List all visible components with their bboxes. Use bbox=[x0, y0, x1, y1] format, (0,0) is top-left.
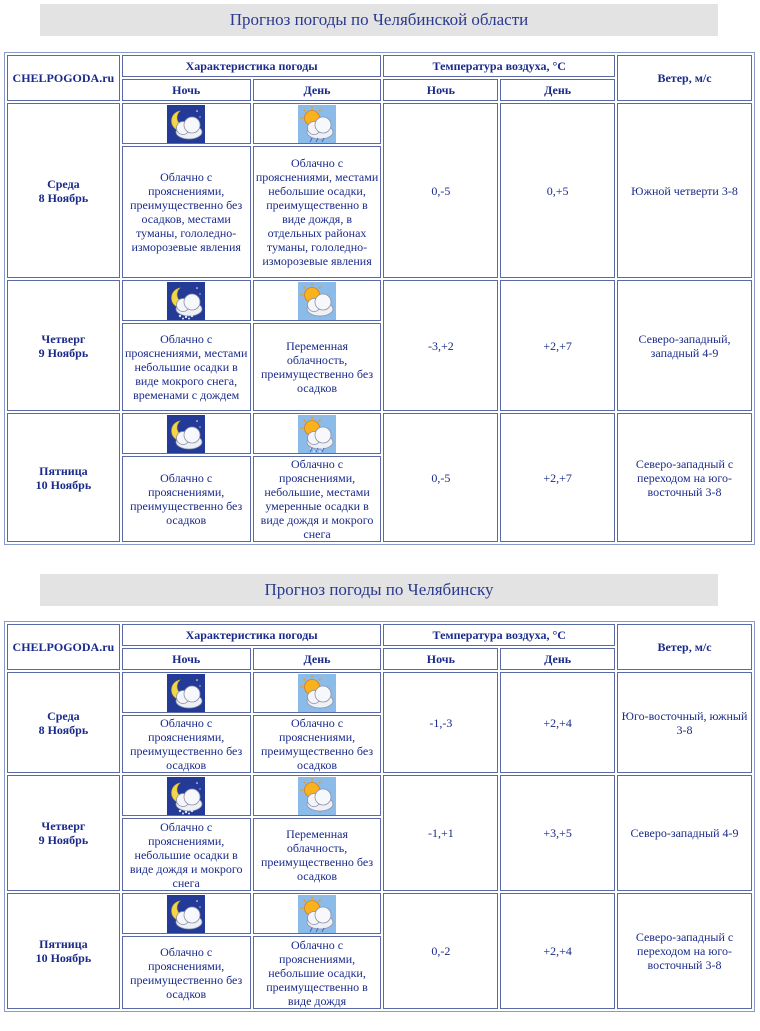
temp-day-value: 0,+5 bbox=[500, 103, 615, 278]
weather-header: Характеристика погоды bbox=[122, 624, 382, 646]
sun-cloud-snow-icon bbox=[298, 415, 336, 453]
brand-label: CHELPOGODA.ru bbox=[7, 55, 120, 101]
day-description: Переменная облачность, преимущественно без осадков bbox=[253, 818, 382, 891]
day-icon-cell bbox=[253, 672, 382, 713]
day-description: Облачно с прояснениями, небольшие, местами умеренные осадки в виде дождя и мокрого снега bbox=[253, 456, 382, 542]
date-label: 10 Ноябрь bbox=[35, 477, 92, 492]
temp-night-value: -3,+2 bbox=[383, 280, 498, 411]
night-description: Облачно с прояснениями, небольшие осадки в виде дождя и мокрого снега bbox=[122, 818, 251, 891]
night-description: Облачно с прояснениями, преимущественно без осадков bbox=[122, 936, 251, 1009]
night-icon-cell bbox=[122, 413, 251, 454]
moon-cloud-snow-icon bbox=[167, 777, 205, 815]
moon-cloud-icon bbox=[167, 674, 205, 712]
day-icon-cell bbox=[253, 893, 382, 934]
wind-value: Северо-западный 4-9 bbox=[617, 775, 752, 891]
weekday-label: Четверг bbox=[41, 331, 86, 346]
moon-cloud-snow-icon bbox=[167, 282, 205, 320]
table-row bbox=[7, 103, 752, 144]
temp-day-value: +3,+5 bbox=[500, 775, 615, 891]
brand-label: CHELPOGODA.ru bbox=[7, 624, 120, 670]
day-cell bbox=[7, 893, 120, 1009]
wind-value: Северо-западный, западный 4-9 bbox=[617, 280, 752, 411]
moon-cloud-icon bbox=[167, 895, 205, 933]
temp-day-value: +2,+4 bbox=[500, 893, 615, 1009]
date-label: 9 Ноябрь bbox=[38, 345, 89, 360]
city-forecast-table bbox=[4, 621, 755, 1012]
weekday-label: Пятница bbox=[39, 463, 88, 478]
day-cell bbox=[7, 775, 120, 891]
weekday-label: Четверг bbox=[41, 819, 86, 833]
weather-header: Характеристика погоды bbox=[122, 55, 382, 77]
table-row bbox=[7, 413, 752, 454]
night-description: Облачно с прояснениями, преимущественно без осадков bbox=[122, 715, 251, 773]
weather-night-header: Ночь bbox=[122, 79, 251, 101]
sun-cloud-rain-icon bbox=[298, 105, 336, 143]
weather-day-header: День bbox=[253, 79, 382, 101]
temp-day-header: День bbox=[500, 79, 615, 101]
moon-cloud-icon bbox=[167, 415, 205, 453]
night-icon-cell bbox=[122, 893, 251, 934]
moon-cloud-icon bbox=[167, 105, 205, 143]
city-forecast-title: Прогноз погоды по Челябинску bbox=[40, 574, 718, 606]
weather-day-header: День bbox=[253, 648, 382, 670]
night-icon-cell bbox=[122, 775, 251, 816]
night-icon-cell bbox=[122, 103, 251, 144]
day-cell bbox=[7, 672, 120, 773]
temp-day-value: +2,+7 bbox=[500, 280, 615, 411]
temp-night-value: -1,+1 bbox=[383, 775, 498, 891]
day-description: Облачно с прояснениями, преимущественно без осадков bbox=[253, 715, 382, 773]
date-label: 9 Ноябрь bbox=[38, 833, 89, 847]
day-icon-cell bbox=[253, 280, 382, 321]
wind-header: Ветер, м/с bbox=[617, 55, 752, 101]
night-description: Облачно с прояснениями, преимущественно без осадков bbox=[122, 456, 251, 542]
night-icon-cell bbox=[122, 280, 251, 321]
night-description: Облачно с прояснениями, местами небольшие осадки в виде мокрого снега, временами с дождем bbox=[122, 323, 251, 411]
temp-day-value: +2,+7 bbox=[500, 413, 615, 542]
table-row bbox=[7, 893, 752, 934]
weekday-label: Среда bbox=[47, 176, 80, 191]
night-icon-cell bbox=[122, 672, 251, 713]
wind-value: Юго-восточный, южный 3-8 bbox=[617, 672, 752, 773]
weekday-label: Среда bbox=[47, 708, 80, 723]
day-description: Переменная облачность, преимущественно без осадков bbox=[253, 323, 382, 411]
day-description: Облачно с прояснениями, небольшие осадки, преимущественно в виде дождя bbox=[253, 936, 382, 1009]
temperature-header: Температура воздуха, °C bbox=[383, 55, 615, 77]
table-row bbox=[7, 672, 752, 713]
temperature-header: Температура воздуха, °C bbox=[383, 624, 615, 646]
temp-night-header: Ночь bbox=[383, 648, 498, 670]
date-label: 8 Ноябрь bbox=[38, 722, 89, 737]
table-row bbox=[7, 775, 752, 816]
temp-night-header: Ночь bbox=[383, 79, 498, 101]
night-description: Облачно с прояснениями, преимущественно без осадков, местами туманы, гололедно-изморозевые явления bbox=[122, 146, 251, 278]
weather-night-header: Ночь bbox=[122, 648, 251, 670]
region-forecast-table bbox=[4, 52, 755, 545]
wind-value: Южной четверти 3-8 bbox=[617, 103, 752, 278]
sun-cloud-icon bbox=[298, 674, 336, 712]
sun-cloud-icon bbox=[298, 777, 336, 815]
date-label: 10 Ноябрь bbox=[35, 951, 92, 965]
temp-day-value: +2,+4 bbox=[500, 672, 615, 773]
wind-header: Ветер, м/с bbox=[617, 624, 752, 670]
date-label: 8 Ноябрь bbox=[38, 190, 89, 205]
day-icon-cell bbox=[253, 775, 382, 816]
temp-day-header: День bbox=[500, 648, 615, 670]
day-cell bbox=[7, 103, 120, 278]
sun-cloud-rain-icon bbox=[298, 895, 336, 933]
temp-night-value: 0,-5 bbox=[383, 413, 498, 542]
day-icon-cell bbox=[253, 413, 382, 454]
day-cell bbox=[7, 280, 120, 411]
wind-value: Северо-западный с переходом на юго-восточный 3-8 bbox=[617, 413, 752, 542]
table-row bbox=[7, 280, 752, 321]
day-icon-cell bbox=[253, 103, 382, 144]
temp-night-value: 0,-2 bbox=[383, 893, 498, 1009]
weekday-label: Пятница bbox=[39, 937, 88, 951]
wind-value: Северо-западный с переходом на юго-восточный 3-8 bbox=[617, 893, 752, 1009]
day-cell bbox=[7, 413, 120, 542]
temp-night-value: 0,-5 bbox=[383, 103, 498, 278]
temp-night-value: -1,-3 bbox=[383, 672, 498, 773]
region-forecast-title: Прогноз погоды по Челябинской области bbox=[40, 4, 718, 36]
day-description: Облачно с прояснениями, местами небольшие осадки, преимущественно в виде дождя, в отдельных районах туманы, гололедно-изморозевые явления bbox=[253, 146, 382, 278]
sun-cloud-icon bbox=[298, 282, 336, 320]
